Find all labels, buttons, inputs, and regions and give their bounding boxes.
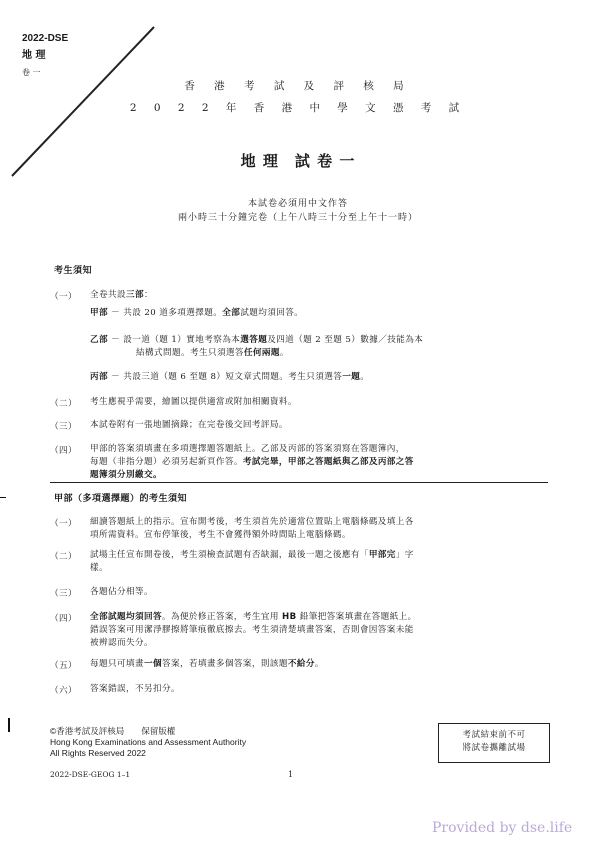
scan-mark — [8, 718, 10, 732]
part-a-desc: 甲部 － 共設 20 道多項選擇題。全部試題均須回答。 — [90, 308, 304, 318]
section-a-item: 答案錯誤，不另扣分。 — [90, 684, 180, 694]
item-number: （四） — [50, 446, 77, 456]
instruction-item: 本試卷附有一張地圖摘錄；在完卷後交回考評局。 — [90, 420, 288, 430]
paper-id: 2022-DSE — [22, 33, 69, 44]
section-a-item: 全部試題均須回答。為便於修正答案，考生宜用 HB 鉛筆把答案填畫在答題紙上。 錯誤答案可用潔淨膠擦將筆痕徹底擦去。考生須清楚填畫答案，否則會因答案未能 被辨認而失分。 — [90, 612, 417, 648]
page-number: 1 — [288, 770, 294, 779]
answer-language: 本試卷必須用中文作答 — [247, 199, 348, 209]
instruction-item: 考生應視乎需要，繪圖以提供適當或附加相關資料。 — [90, 397, 297, 407]
item-number: （二） — [50, 399, 77, 409]
exam-notice-box: 考試結束前不可 將試卷攜離試場 — [438, 723, 550, 763]
part-c-desc: 丙部 － 共設三道（題 6 至題 8）短文章式問題。考生只須選答一題。 — [90, 372, 370, 382]
item-number: （五） — [50, 661, 77, 671]
item-number: （二） — [50, 552, 77, 562]
section-a-item: 細讀答題紙上的指示。宣布開考後，考生須首先於適當位置貼上電腦條碼及填上各 項所需資料。宣布停筆後，考生不會獲得額外時間貼上電腦條碼。 — [90, 517, 414, 540]
instruction-item: 全卷共設三部： — [90, 290, 153, 300]
paper-code: 2022-DSE-GEOG 1–1 — [50, 770, 131, 779]
instruction-item: 甲部的答案須填畫在多項選擇題答題紙上。乙部及丙部的答案須寫在答題簿內， 每題（非指分題）必須另起新頁作答。考試完畢，甲部之答題紙與乙部及丙部之答 題簿須分別繳交。 — [90, 444, 414, 480]
section-a-item: 每題只可填畫一個答案，若填畫多個答案，則該題不給分。 — [90, 659, 324, 669]
page-title: 地 理 試 卷 一 — [240, 152, 356, 170]
scan-mark — [0, 497, 6, 498]
paper-label: 卷 一 — [22, 68, 41, 77]
copyright: ©香港考試及評核局 保留版權 Hong Kong Examinations and Assessment Authority All Rights Reserved 2022 — [50, 726, 247, 758]
section-divider — [50, 482, 548, 483]
item-number: （六） — [50, 686, 77, 696]
authority-name: 香 港 考 試 及 評 核 局 — [184, 80, 412, 92]
section-a-item: 各題佔分相等。 — [90, 587, 153, 597]
part-b-desc-line2: 結構式問題。考生只須選答任何兩題。 — [136, 348, 289, 358]
watermark: Provided by dse.life — [432, 820, 573, 836]
item-number: （一） — [50, 292, 77, 302]
instructions-heading: 考生須知 — [54, 266, 93, 276]
item-number: （一） — [50, 519, 77, 529]
section-a-heading: 甲部（多項選擇題）的考生須知 — [54, 494, 188, 504]
exam-name: 2 0 2 2 年 香 港 中 學 文 憑 考 試 — [129, 102, 467, 114]
item-number: （三） — [50, 422, 77, 432]
section-a-item: 試場主任宣布開卷後，考生須檢查試題有否缺漏，最後一題之後應有「甲部完」字 樣。 — [90, 550, 414, 573]
item-number: （三） — [50, 589, 77, 599]
item-number: （四） — [50, 614, 77, 624]
subject-label: 地 理 — [22, 50, 46, 61]
duration: 兩小時三十分鐘完卷（上午八時三十分至上午十一時） — [177, 213, 418, 223]
part-b-desc: 乙部 － 設一道（題 1）實地考察為本選答題及四道（題 2 至題 5）數據／技能為本 — [90, 335, 424, 345]
